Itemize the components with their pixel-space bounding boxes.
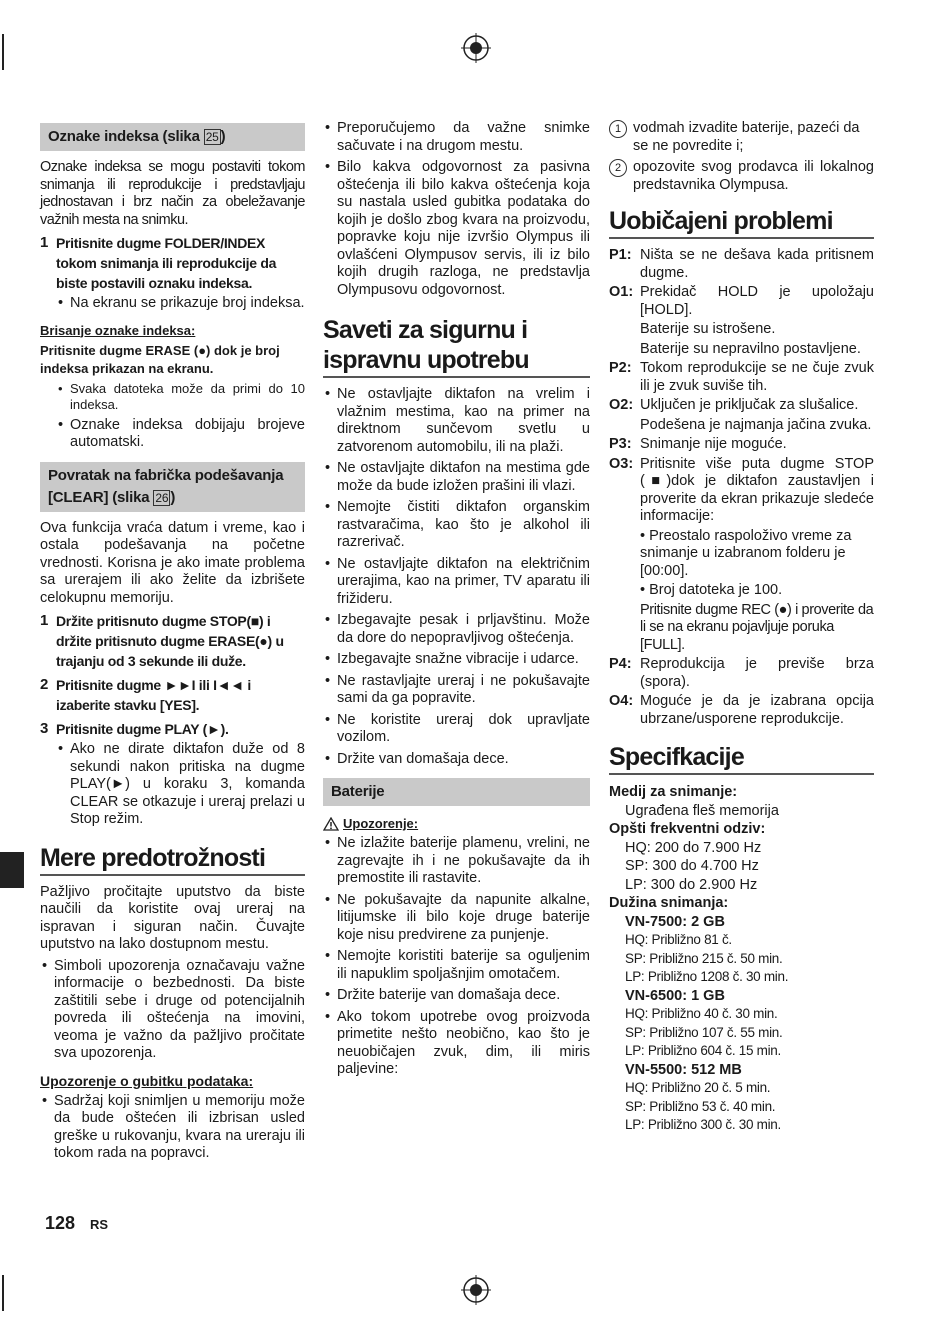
spec-model: VN-7500: 2 GB — [625, 913, 725, 930]
subheading: Brisanje oznake indeksa: — [40, 322, 196, 338]
spec-value: HQ: Približno 40 č. 30 min. — [625, 1006, 778, 1021]
section-header-index-marks: Oznake indeksa (slika 25 ) — [40, 123, 305, 151]
bullet-list — [40, 1093, 305, 1163]
column-right — [609, 120, 874, 1135]
list-item: • Držite baterije van domašaja dece. — [323, 987, 590, 1005]
faq-question: P4: Reprodukcija je previše brza (spora). — [609, 656, 874, 690]
spec-value: LP: Približno 300 č. 30 min. — [625, 1117, 781, 1132]
spec-value: SP: Približno 53 č. 40 min. — [625, 1098, 776, 1114]
numbered-item: 1 vodmah izvadite baterije, pazeći da se ne povredite i; — [609, 120, 874, 155]
spec-value: LP: 300 do 2.900 Hz — [625, 876, 758, 893]
step: 1 Pritisnite dugme FOLDER/INDEX tokom snimanja ili reprodukcije da biste postavili oznaku indeksa. — [40, 234, 277, 291]
section-title-safety: Saveti za sigurnu i ispravnu upotrebu — [323, 315, 590, 378]
bullet-list — [323, 835, 590, 1079]
crop-edge-mark — [2, 1275, 4, 1311]
instruction: Pritisnite dugme ERASE (●) dok je broj indeksa prikazan na ekranu. — [40, 342, 280, 376]
list-item: • Svaka datoteka može da primi do 10 indeksa. — [56, 381, 305, 413]
paragraph: Oznake indeksa se mogu postaviti tokom snimanja ili reprodukcije i predstavljaju jednostavan i brz način za obeležavanje važnih mesta na snimku. — [40, 159, 305, 228]
section-header-batteries: Baterije — [323, 778, 590, 806]
list-item: • Oznake indeksa dobijaju brojeve automatski. — [56, 417, 305, 452]
list-item: • Držite van domašaja dece. — [323, 751, 590, 769]
column-left — [40, 120, 305, 1167]
list-item: • Ako ne dirate diktafon duže od 8 sekundi nakon pritiska na dugme PLAY(►) u koraku 3, komanda CLEAR se otkazuje i ureraj prelazi u Stop režim. — [56, 741, 305, 829]
figure-ref: 26 — [155, 490, 169, 505]
spec-value: LP: Približno 604 č. 15 min. — [625, 1043, 781, 1058]
list-item: • Ne ostavljajte diktafon na vrelim i vlažnim mestima, kao na primer na direktnom sunčevom svetlu u zatvorenom automobilu, ili na plaži. — [323, 386, 590, 456]
faq-answer-line: Podešena je najmanja jačina zvuka. — [640, 416, 872, 433]
section-title-precautions: Mere predotrožnosti — [40, 843, 305, 876]
faq-question: P2: Tokom reprodukcije se ne čuje zvuk ili je zvuk suviše tih. — [609, 360, 874, 394]
spec-value: HQ: Približno 81 č. — [625, 932, 732, 947]
faq-answer: O4: Moguće je da je izabrana opcija ubrzane/usporene reprodukcije. — [609, 693, 874, 727]
step: 2 Pritisnite dugme ►►I ili I◄◄ i izaberite stavku [YES]. — [40, 676, 252, 713]
spec-heading: Medij za snimanje: — [609, 784, 738, 800]
bullet-list — [323, 120, 590, 299]
column-middle — [323, 120, 590, 1083]
subheading: Upozorenje o gubitku podataka: — [40, 1072, 254, 1089]
faq-answer: O1: Prekidač HOLD je upoložaju [HOLD]. — [609, 284, 874, 318]
faq-question: P1: Ništa se ne dešava kada pritisnem dugme. — [609, 247, 874, 281]
faq-answer-line: Baterije su istrošene. — [640, 321, 776, 337]
list-item: • Ne ostavljajte diktafon na mestima gde može da bude izložen prašini ili vlazi. — [323, 460, 590, 495]
list-item: • Preporučujemo da važne snimke sačuvate i na drugom mestu. — [323, 120, 590, 155]
list-item: • Izbegavajte pesak i prljavštinu. Može da dore do nepopravljivog oštećenja. — [323, 612, 590, 647]
page-number: 128 — [45, 1213, 76, 1233]
list-item: • Nemojte čistiti diktafon organskim rastvaračima, kao što je alkohol ili razrerivač. — [323, 499, 590, 552]
spec-value: SP: 300 do 4.700 Hz — [625, 858, 759, 874]
spec-model: VN-6500: 1 GB — [625, 987, 725, 1004]
list-item: • Ako tokom upotrebe ovog proizvoda primetite nešto neobično, kao što je neuobičajen zvuk, dim, ili miris paljevine: — [323, 1009, 590, 1079]
spec-value: HQ: 200 do 7.900 Hz — [625, 839, 762, 856]
list-item: • Simboli upozorenja označavaju važne informacije o bezbednosti. Da biste zaštitili sebe i druge od potencijalnih povreda ili oštećenja na imovini, veoma je važno da pažljivo pročitate sva upozorenja. — [40, 958, 305, 1063]
spec-value: SP: Približno 107 č. 55 min. — [625, 1024, 783, 1040]
step: 3 Pritisnite dugme PLAY (►). — [40, 720, 229, 737]
list-item: • Ne ostavljajte diktafon na električnim urerajima, kao na primer, TV aparatu ili frižideru. — [323, 556, 590, 609]
spec-heading: Dužina snimanja: — [609, 895, 729, 911]
spec-value: LP: Približno 1208 č. 30 min. — [625, 969, 789, 984]
faq-answer-line: Baterije su nepravilno postavljene. — [640, 340, 861, 357]
list-item: • Nemojte koristiti baterije sa oguljenim ili napuklim spoljašnjim omotačem. — [323, 948, 590, 983]
list-item: • Na ekranu se prikazuje broj indeksa. — [56, 295, 305, 313]
paragraph: Ova funkcija vraća datum i vreme, kao i ostala podešavanja na početne vrednosti. Korisna je ako imate problema sa urerajem ili ako želite da izbrišete celokupnu memoriju. — [40, 519, 305, 606]
paragraph: Pažljivo pročitajte uputstvo da biste naučili da koristite ovaj ureraj na ispravan i siguran način. Čuvajte uputstvo na lako dostupnom mestu. — [40, 883, 305, 952]
spec-value: SP: Približno 215 č. 50 min. — [625, 950, 783, 966]
spec-heading: Opšti frekventni odziv: — [609, 821, 766, 837]
spec-model: VN-5500: 512 MB — [625, 1061, 742, 1078]
step: 1 Držite pritisnuto dugme STOP(■) i držite pritisnuto dugme ERASE(●) u trajanju od 3 sekunde ili duže. — [40, 612, 284, 669]
numbered-item: 2 opozovite svog prodavca ili lokalnog predstavnika Olympusa. — [609, 159, 874, 194]
section-title-problems: Uobičajeni problemi — [609, 206, 874, 239]
faq-answer-line: • Preostalo raspoloživo vreme za snimanje u izabranom folderu je [00:00]. — [640, 527, 852, 579]
list-item: • Bilo kakva odgovornost za pasivna oštećenja ili bilo kakva oštećenja koja su nastala usled gubitka podataka do kojih je došlo zbog kvara na proizvodu, popravke koju nije izvršio Olympus ili ovlašćeni Olympusov servis, ili iz bilo kojih drugih razloga, ne predstavlja Olympusovu odgovornost. — [323, 159, 590, 299]
registration-mark-icon — [461, 33, 491, 63]
list-item: • Ne pokušavajte da napunite alkalne, litijumske ili bilo koje druge baterije koje nisu predvirene za punjenje. — [323, 892, 590, 945]
page-language-code: RS — [90, 1217, 109, 1232]
bullet-list — [40, 741, 305, 829]
bullet-list — [40, 958, 305, 1063]
faq-answer: O2: Uključen je priključak za slušalice. — [609, 397, 859, 413]
list-item: • Ne izlažite baterije plamenu, vrelini, ne zagrevajte ih i ne pokušavajte da ih premostite ili rastavite. — [323, 835, 590, 888]
bullet-list — [40, 381, 305, 452]
faq-answer-line: • Broj datoteka je 100. — [640, 582, 783, 598]
warning-heading: Upozorenje: — [323, 816, 590, 831]
faq-answer: O3: Pritisnite više puta dugme STOP (■)dok je diktafon zaustavljen i proverite da ekran prikazuje sledeće informacije: — [609, 455, 874, 524]
crop-edge-mark — [2, 34, 4, 70]
bullet-list — [323, 386, 590, 768]
section-title-specs: Specifkacije — [609, 742, 874, 775]
bullet-list — [40, 295, 305, 313]
spec-value: HQ: Približno 20 č. 5 min. — [625, 1080, 771, 1095]
list-item: • Izbegavajte snažne vibracije i udarce. — [323, 651, 590, 669]
spec-value: Ugrađena fleš memorija — [625, 802, 779, 819]
faq-question: P3: Snimanje nije moguće. — [609, 436, 787, 452]
section-header-clear: Povratak na fabrička podešavanja [CLEAR] (slika 26 ) — [40, 462, 305, 512]
faq-answer-line: Pritisnite dugme REC (●) i proverite da li se na ekranu pojavljuje poruka [FULL]. — [640, 601, 874, 653]
figure-ref: 25 — [205, 130, 219, 144]
list-item: • Sadržaj koji snimljen u memoriju može da bude oštećen ili izbrisan usled greške u rukovanju, kvara na ureraju ili tokom rada na popravci. — [40, 1093, 305, 1163]
registration-mark-icon — [461, 1275, 491, 1305]
list-item: • Ne rastavljajte ureraj i ne pokušavajte sami da ga popravite. — [323, 673, 590, 708]
list-item: • Ne koristite ureraj dok upravljate vozilom. — [323, 712, 590, 747]
warning-icon — [323, 817, 339, 831]
section-tab-marker — [0, 852, 24, 888]
